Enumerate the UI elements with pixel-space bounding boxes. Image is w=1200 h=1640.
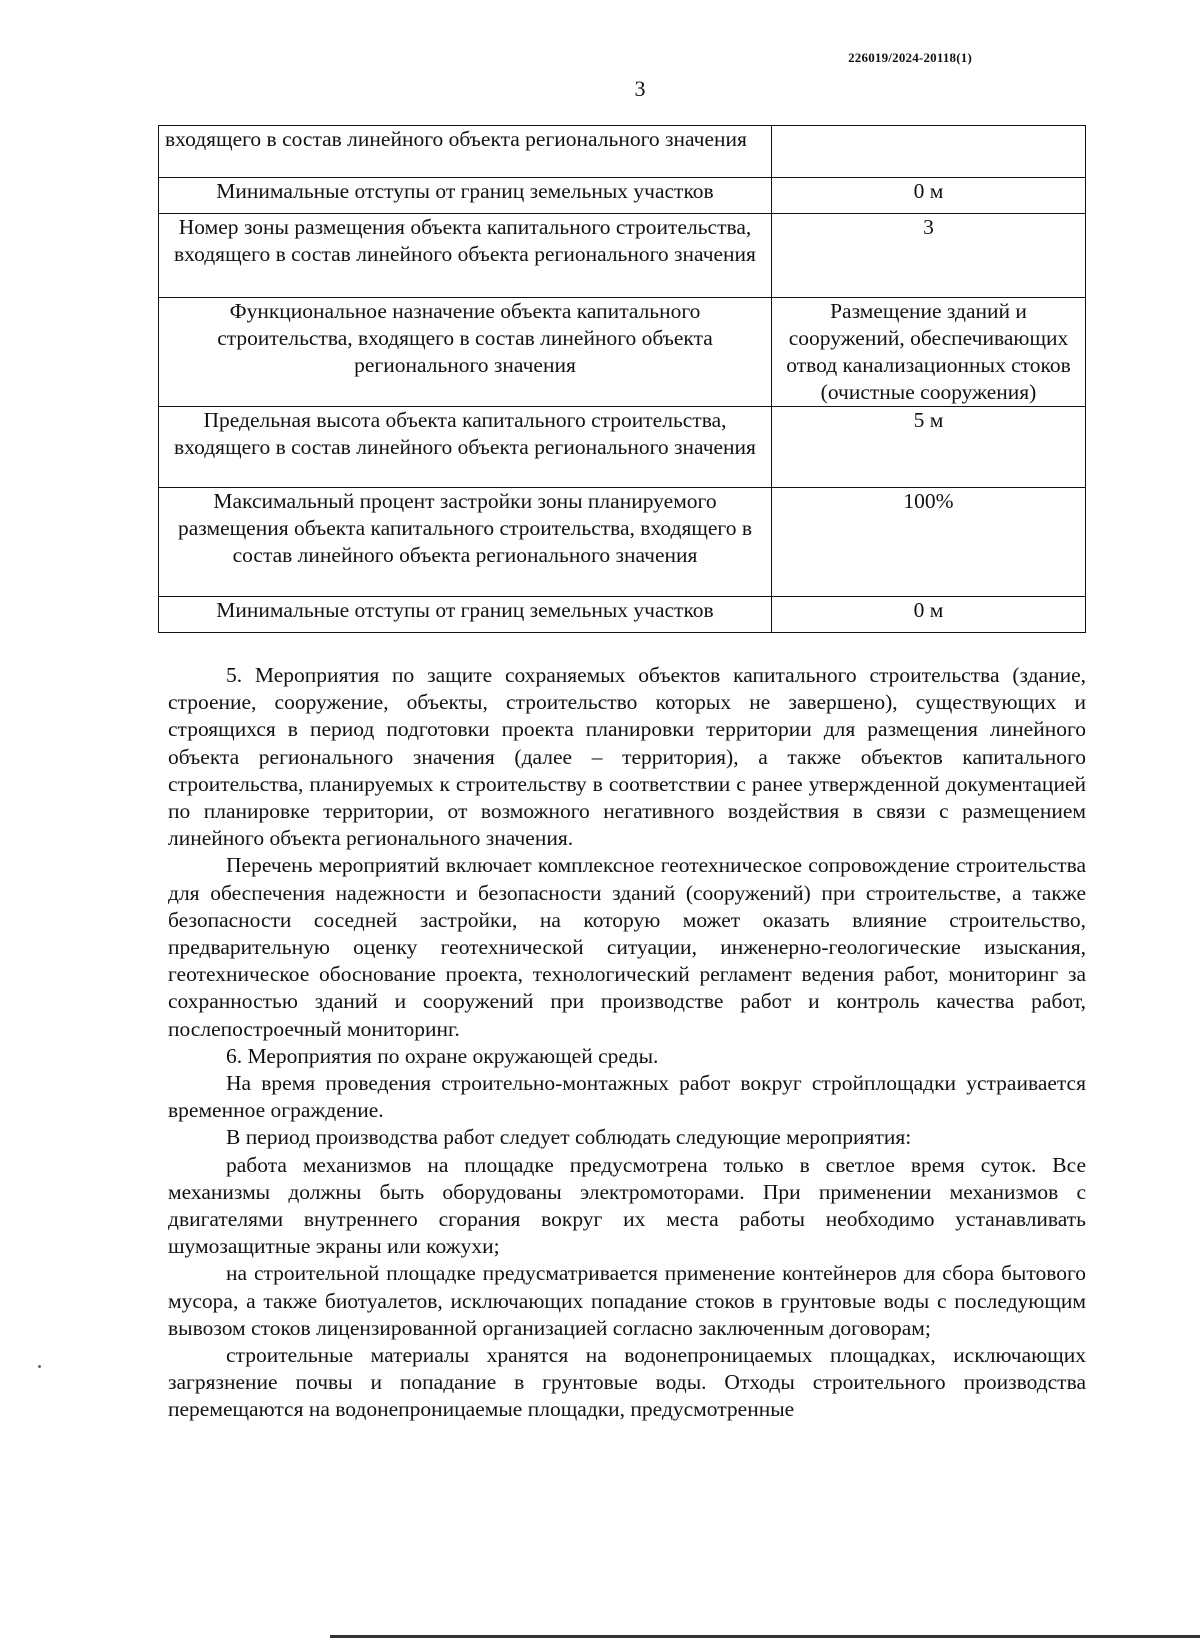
table-cell-label: входящего в состав линейного объекта регионального значения	[159, 126, 772, 178]
table-cell-value	[772, 126, 1086, 178]
table-row	[159, 597, 1086, 633]
table-cell-label: Предельная высота объекта капитального строительства, входящего в состав линейного объекта регионального значения	[159, 407, 772, 488]
document-id: 226019/2024-20118(1)	[848, 50, 972, 65]
table-cell-value: 3	[772, 214, 1086, 298]
paragraph: на строительной площадке предусматривается применение контейнеров для сбора бытового мусора, а также биотуалетов, исключающих попадание стоков в грунтовые воды с последующим вывозом стоков лицензированной организацией согласно заключенным договорам;	[168, 1261, 1086, 1340]
table-cell-value: 0 м	[772, 597, 1086, 633]
table-row	[159, 298, 1086, 407]
paragraph: Перечень мероприятий включает комплексное геотехническое сопровождение строительства для обеспечения надежности и безопасности зданий (сооружений) при строительстве, а также безопасности соседней застройки, на которую может оказать влияние строительство, предварительную оценку геотехнической ситуации, инженерно-геологические изыскания, геотехническое обоснование проекта, технологический регламент ведения работ, мониторинг за сохранностью зданий и сооружений при производстве работ и контроль качества работ, послепостроечный мониторинг.	[168, 853, 1086, 1041]
table-cell-value: 5 м	[772, 407, 1086, 488]
table-cell-label: Номер зоны размещения объекта капитального строительства, входящего в состав линейного объекта регионального значения	[159, 214, 772, 298]
table-cell-value: 100%	[772, 488, 1086, 597]
table-cell-label: Функциональное назначение объекта капитального строительства, входящего в состав линейного объекта регионального значения	[159, 298, 772, 407]
table-cell-label: Минимальные отступы от границ земельных участков	[159, 597, 772, 633]
table-row	[159, 126, 1086, 178]
table-cell-value: Размещение зданий и сооружений, обеспечивающих отвод канализационных стоков (очистные сооружения)	[772, 298, 1086, 407]
paragraph: 6. Мероприятия по охране окружающей среды.	[226, 1043, 659, 1068]
paragraph: На время проведения строительно-монтажных работ вокруг стройплощадки устраивается временное ограждение.	[168, 1071, 1086, 1123]
page-number: 3	[634, 76, 646, 101]
scan-edge-line	[330, 1635, 1200, 1638]
table-row	[159, 214, 1086, 298]
paragraph: 5. Мероприятия по защите сохраняемых объектов капитального строительства (здание, строение, сооружение, объекты, строительство которых не завершено), существующих и строящихся в период подготовки проекта планировки территории для размещения линейного объекта регионального значения (далее – территория), а также объектов капитального строительства, планируемых к строительству в соответствии с ранее утвержденной документацией по планировке территории, от возможного негативного воздействия в связи с размещением линейного объекта регионального значения.	[168, 663, 1086, 851]
table-cell-label: Максимальный процент застройки зоны планируемого размещения объекта капитального строительства, входящего в состав линейного объекта регионального значения	[159, 488, 772, 597]
table-row	[159, 178, 1086, 214]
table-row	[159, 407, 1086, 488]
table-cell-value: 0 м	[772, 178, 1086, 214]
table-row	[159, 488, 1086, 597]
paragraph: строительные материалы хранятся на водонепроницаемых площадках, исключающих загрязнение почвы и попадание в грунтовые воды. Отходы строительного производства перемещаются на водонепроницаемые площадки, предусмотренные	[168, 1343, 1086, 1422]
table-cell-label: Минимальные отступы от границ земельных участков	[159, 178, 772, 214]
paragraph: работа механизмов на площадке предусмотрена только в светлое время суток. Все механизмы должны быть оборудованы электромоторами. При применении механизмов с двигателями внутреннего сгорания вокруг их места работы необходимо устанавливать шумозащитные экраны или кожухи;	[168, 1152, 1086, 1259]
paragraph: В период производства работ следует соблюдать следующие мероприятия:	[226, 1125, 912, 1150]
scan-speck	[38, 1365, 41, 1368]
parameters-table	[158, 125, 1086, 633]
body-text	[168, 662, 1086, 1424]
